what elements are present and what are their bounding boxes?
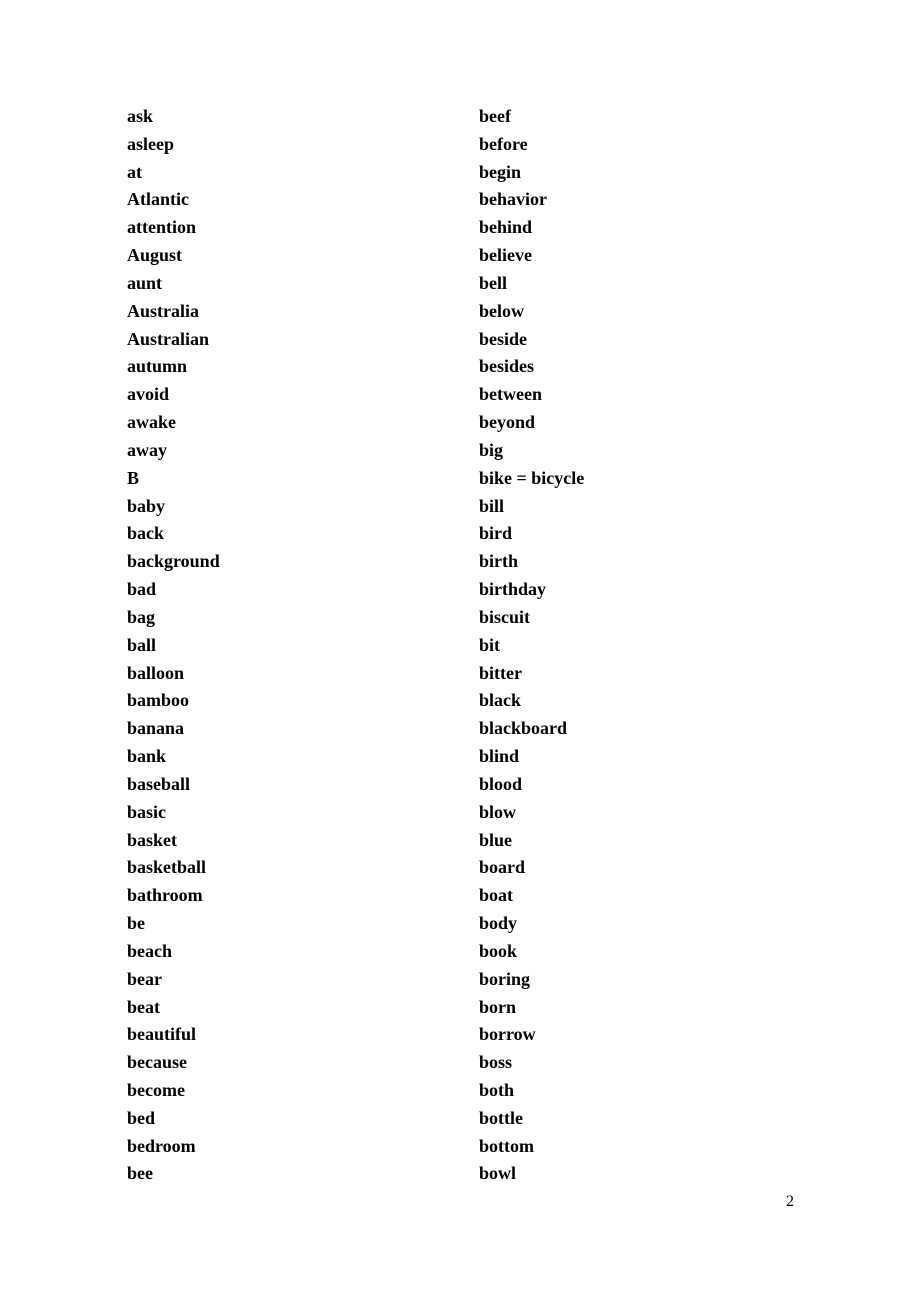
- vocabulary-word: bike = bicycle: [479, 467, 585, 488]
- vocabulary-word: bee: [127, 1163, 153, 1184]
- vocabulary-word: beef: [479, 106, 511, 126]
- vocabulary-word: B: [127, 467, 140, 488]
- vocabulary-word: ask: [127, 106, 154, 126]
- vocabulary-word: board: [479, 857, 526, 878]
- vocabulary-word: ball: [127, 634, 157, 655]
- word-list-right: [479, 103, 584, 1188]
- vocabulary-word: Atlantic: [127, 189, 189, 210]
- vocabulary-word: bitter: [479, 662, 522, 683]
- vocabulary-word: believe: [479, 245, 532, 266]
- vocabulary-word: boss: [479, 1052, 513, 1073]
- word-list-left: [127, 103, 220, 1188]
- vocabulary-word: Australian: [127, 328, 210, 349]
- vocabulary-word: beautiful: [127, 1024, 197, 1045]
- vocabulary-word: blackboard: [479, 718, 568, 739]
- vocabulary-word: baby: [127, 495, 166, 516]
- vocabulary-word: banana: [127, 718, 185, 739]
- vocabulary-word: balloon: [127, 662, 185, 683]
- vocabulary-word: bed: [127, 1107, 156, 1128]
- vocabulary-word: body: [479, 913, 518, 934]
- vocabulary-word: autumn: [127, 356, 188, 377]
- vocabulary-word: back: [127, 523, 165, 544]
- vocabulary-word: book: [479, 940, 518, 961]
- vocabulary-word: behavior: [479, 189, 548, 210]
- vocabulary-word: beside: [479, 328, 528, 349]
- vocabulary-word: besides: [479, 356, 535, 377]
- vocabulary-word: bit: [479, 634, 501, 655]
- vocabulary-word: between: [479, 384, 542, 405]
- vocabulary-word: beach: [127, 940, 172, 961]
- vocabulary-word: attention: [127, 217, 196, 238]
- vocabulary-word: begin: [479, 161, 522, 182]
- vocabulary-word: borrow: [479, 1024, 536, 1045]
- vocabulary-word: bird: [479, 523, 513, 544]
- vocabulary-word: bad: [127, 579, 157, 600]
- vocabulary-word: bottom: [479, 1135, 534, 1156]
- vocabulary-word: bathroom: [127, 885, 203, 906]
- vocabulary-word: born: [479, 996, 517, 1017]
- vocabulary-word: August: [127, 245, 183, 266]
- vocabulary-word: background: [127, 551, 220, 572]
- vocabulary-word: black: [479, 690, 522, 711]
- vocabulary-word: basic: [127, 801, 167, 822]
- vocabulary-word: blood: [479, 773, 523, 794]
- vocabulary-word: awake: [127, 412, 176, 433]
- vocabulary-word: avoid: [127, 384, 170, 405]
- vocabulary-word: bear: [127, 968, 162, 989]
- vocabulary-word: bottle: [479, 1107, 523, 1128]
- vocabulary-word: bank: [127, 746, 167, 767]
- vocabulary-word: biscuit: [479, 606, 531, 627]
- vocabulary-word: at: [127, 161, 142, 182]
- vocabulary-word: beyond: [479, 412, 536, 433]
- vocabulary-word: because: [127, 1052, 187, 1073]
- vocabulary-word: beat: [127, 996, 160, 1017]
- vocabulary-word: bowl: [479, 1163, 517, 1184]
- vocabulary-word: boat: [479, 885, 514, 906]
- vocabulary-word: aunt: [127, 272, 163, 293]
- vocabulary-word: bell: [479, 272, 508, 293]
- vocabulary-word: bamboo: [127, 690, 190, 711]
- vocabulary-word: birth: [479, 551, 519, 572]
- vocabulary-word: big: [479, 439, 504, 460]
- vocabulary-word: asleep: [127, 133, 174, 154]
- vocabulary-word: blue: [479, 829, 513, 850]
- vocabulary-word: Australia: [127, 300, 199, 321]
- vocabulary-word: birthday: [479, 579, 547, 600]
- vocabulary-word: blind: [479, 746, 520, 767]
- vocabulary-word: bag: [127, 606, 156, 627]
- vocabulary-word: baseball: [127, 773, 191, 794]
- vocabulary-word: away: [127, 439, 167, 460]
- vocabulary-word: be: [127, 913, 145, 934]
- vocabulary-word: become: [127, 1079, 185, 1100]
- vocabulary-word: boring: [479, 968, 531, 989]
- vocabulary-word: blow: [479, 801, 517, 822]
- vocabulary-word: below: [479, 300, 524, 321]
- vocabulary-word: bill: [479, 495, 505, 516]
- vocabulary-word: basket: [127, 829, 178, 850]
- vocabulary-word: bedroom: [127, 1135, 196, 1156]
- vocabulary-word: both: [479, 1079, 515, 1100]
- page-number: 2: [786, 1193, 794, 1210]
- vocabulary-word: behind: [479, 217, 533, 238]
- vocabulary-word: before: [479, 133, 528, 154]
- vocabulary-word: basketball: [127, 857, 207, 878]
